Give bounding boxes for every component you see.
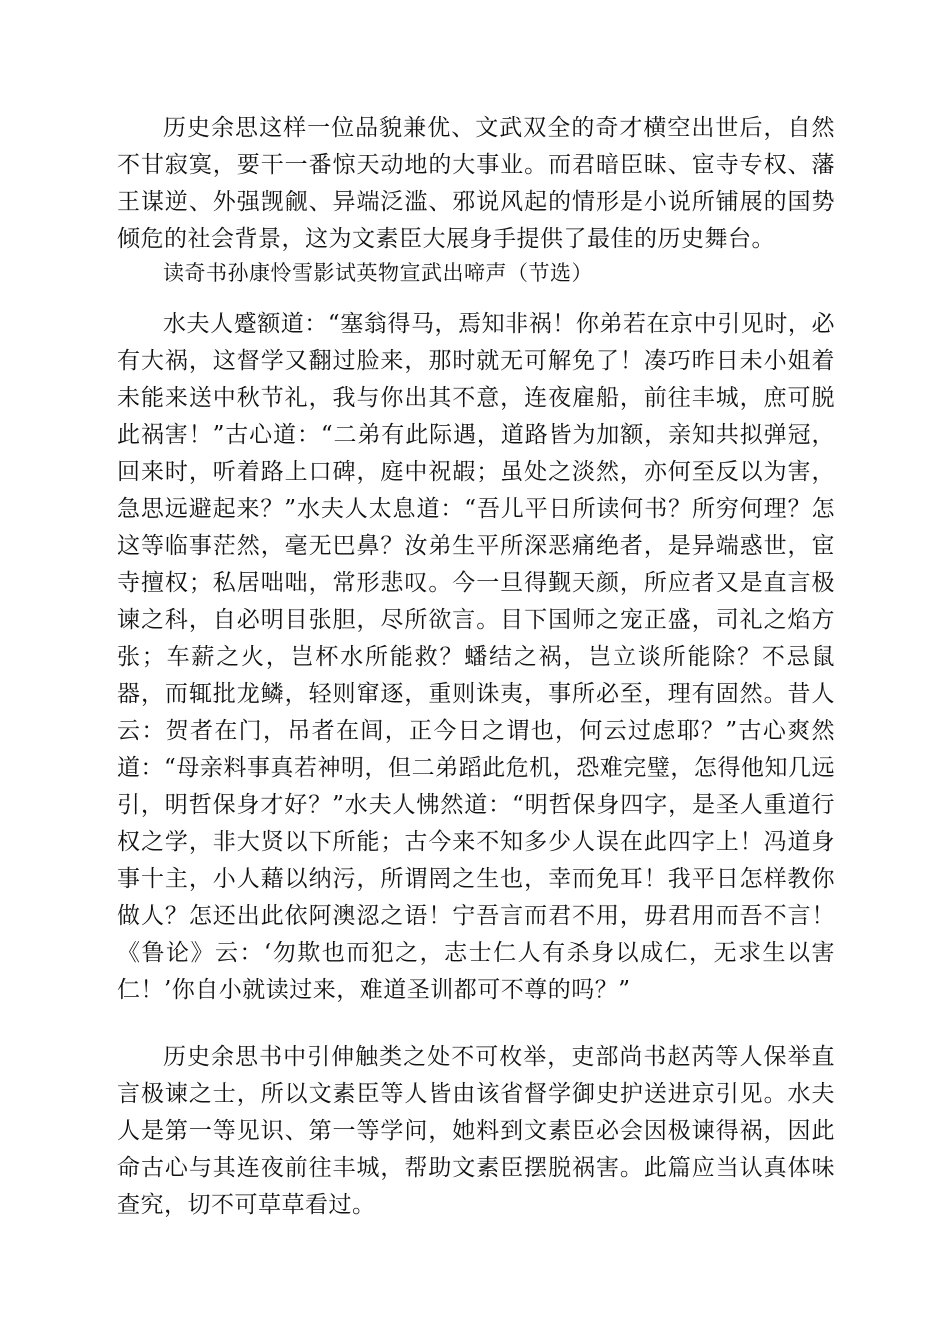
excerpt-paragraph: 水夫人蹙额道：“塞翁得马，焉知非祸！你弟若在京中引见时，必有大祸，这督学又翻过脸来，那时就无可解免了！凑巧昨日未小姐着未能来送中秋节礼，我与你出其不意，连夜雇船，前往丰城，庶可脱此祸害！”古心道：“二弟有此际遇，道路皆为加额，亲知共拟弹冠，回来时，听着路上口碑，庭中祝嘏；虽处之淡然，亦何至反以为害，急思远避起来？”水夫人太息道：“吾儿平日所读何书？所穷何理？怎这等临事茫然，毫无巴鼻？汝弟生平所深恶痛绝者，是异端惑世，宦寺擅权；私居咄咄，常形悲叹。今一旦得觐天颜，所应者又是直言极谏之科，自必明目张胆，尽所欲言。目下国师之宠正盛，司礼之焰方张；车薪之火，岂杯水所能救？蟠结之祸，岂立谈所能除？不忌鼠器，而辄批龙鳞，轻则窜逐，重则诛夷，事所必至，理有固然。昔人云：贺者在门，吊者在闾，正今日之谓也，何云过虑耶？”古心爽然道：“母亲料事真若神明，但二弟蹈此危机，恐难完璧，怎得他知几远引，明哲保身才好？”水夫人怫然道：“明哲保身四字，是圣人重道行权之学，非大贤以下所能；古今来不知多少人误在此四字上！冯道身事十主，小人藉以纳污，所谓罔之生也，幸而免耳！我平日怎样教你做人？怎还出此依阿澳涊之语！宁吾言而君不用，毋君用而吾不言！《鲁论》云：‘勿欺也而犯之，志士仁人有杀身以成仁，无求生以害仁！’你自小就读过来，难道圣训都可不尊的吗？” [117, 311, 835, 1003]
intro-paragraph: 历史余思这样一位品貌兼优、文武双全的奇才横空出世后，自然不甘寂寞，要干一番惊天动地的大事业。而君暗臣昧、宦寺专权、藩王谋逆、外强觊觎、异端泛滥、邪说风起的情形是小说所铺展的国势倾危的社会背景，这为文素臣大展身手提供了最佳的历史舞台。 [117, 115, 835, 252]
commentary-paragraph: 历史余思书中引伸触类之处不可枚举，吏部尚书赵芮等人保举直言极谏之士，所以文素臣等人皆由该省督学御史护送进京引见。水夫人是第一等见识、第一等学问，她料到文素臣必会因极谏得祸，因此命古心与其连夜前往丰城，帮助文素臣摆脱祸害。此篇应当认真体味查究，切不可草草看过。 [117, 1044, 835, 1218]
document-page [117, 110, 835, 1224]
excerpt-title: 读奇书孙康怜雪影试英物宣武出啼声（节选） [163, 261, 593, 285]
